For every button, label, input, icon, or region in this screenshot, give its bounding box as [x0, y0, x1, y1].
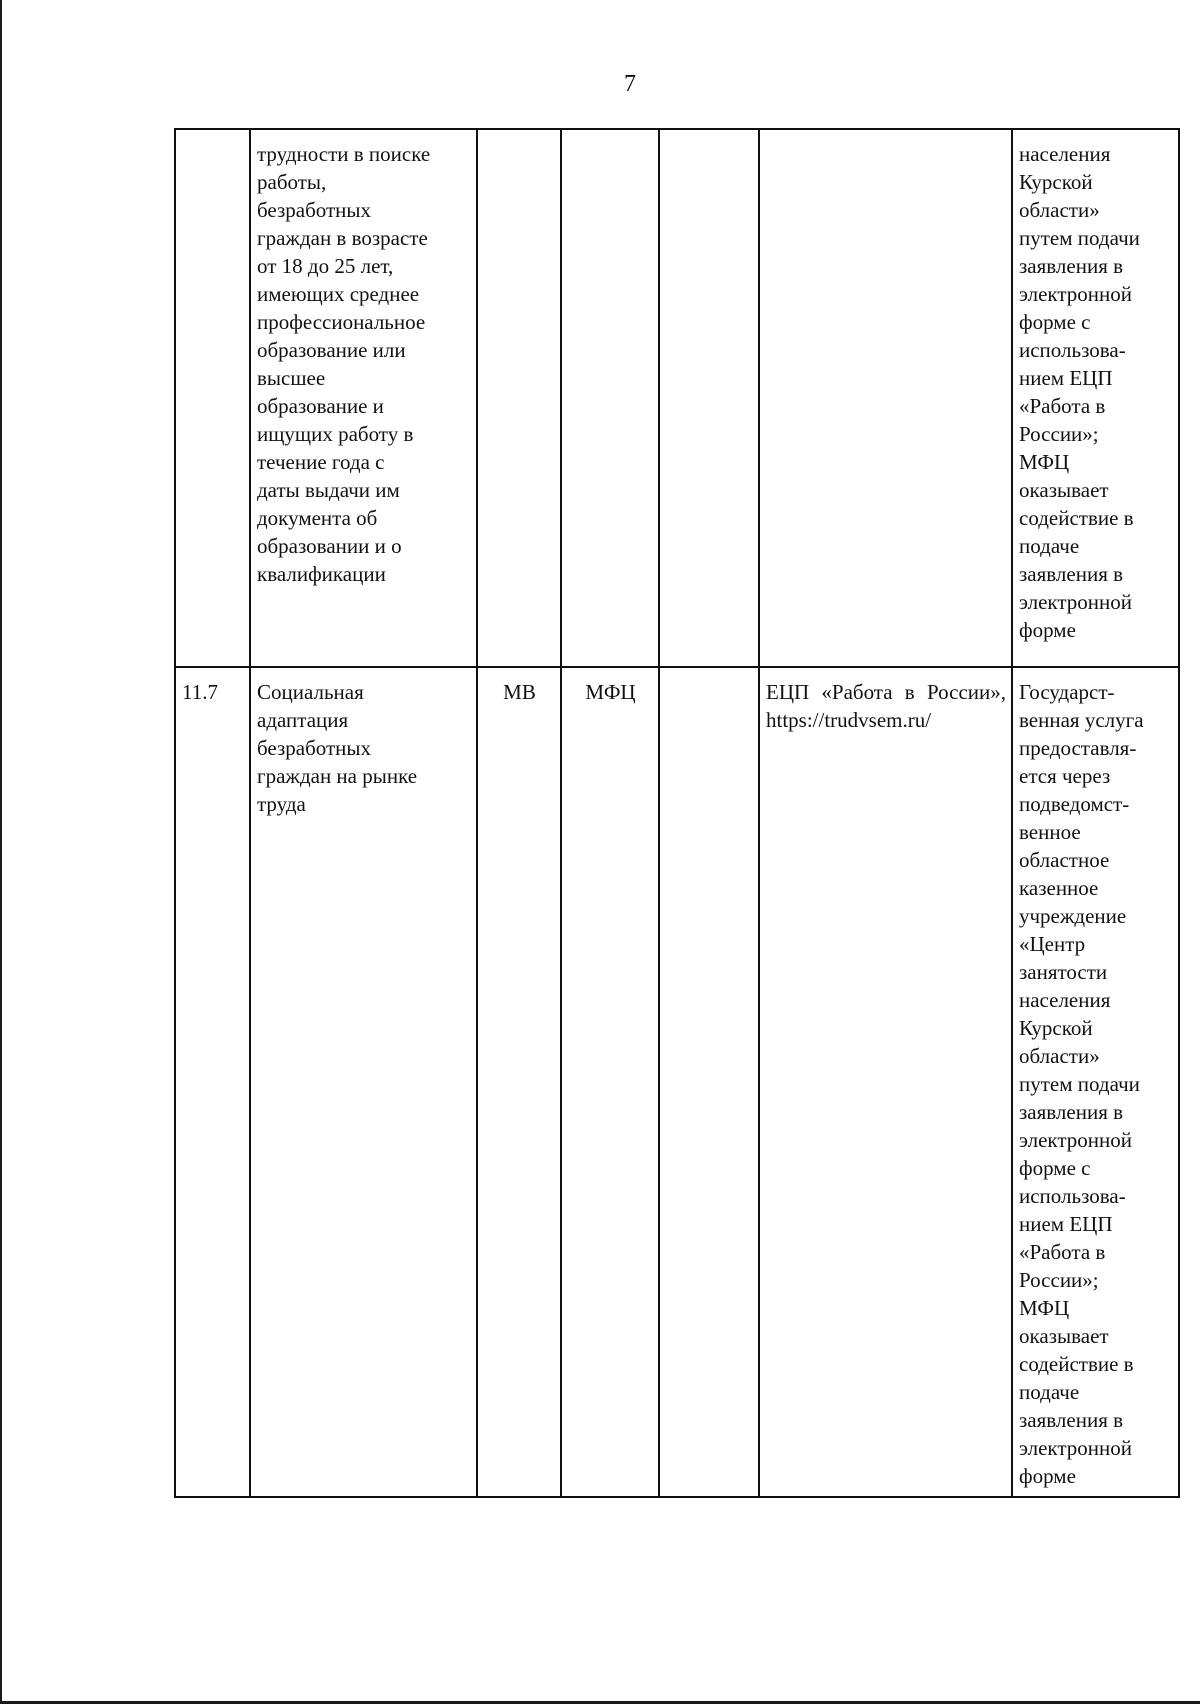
- services-table: [174, 128, 1180, 1498]
- table-row: [175, 667, 1179, 1497]
- cell-col4: [561, 129, 659, 667]
- table-row: [175, 129, 1179, 667]
- cell-col3: [477, 129, 561, 667]
- cell-service-name: трудности в поиске работы, безработных граждан в возрасте от 18 до 25 лет, имеющих среднее профессиональное образование или высшее образование и ищущих работу в течение года с даты выдачи им документа об образовании и о квалификации: [250, 129, 477, 667]
- cell-portal-link: ЕЦП «Работа в России», https://trudvsem.ru/: [759, 667, 1012, 1497]
- cell-col6: [759, 129, 1012, 667]
- cell-col5: [659, 129, 759, 667]
- cell-col4: МФЦ: [561, 667, 659, 1497]
- page-number: 7: [624, 71, 636, 97]
- cell-notes: населения Курской области» путем подачи заявления в электронной форме с использова- нием ЕЦП «Работа в России»; МФЦ оказывает содействие в подаче заявления в электронной форме: [1012, 129, 1179, 667]
- cell-number: [175, 129, 250, 667]
- cell-service-name: Социальная адаптация безработных граждан на рынке труда: [250, 667, 477, 1497]
- cell-number: 11.7: [175, 667, 250, 1497]
- cell-col3: МВ: [477, 667, 561, 1497]
- cell-notes: Государст- венная услуга предоставля- ется через подведомст- венное областное казенное учреждение «Центр занятости населения Курской области» путем подачи заявления в электронной форме с использова- нием ЕЦП «Работа в России»; МФЦ оказывает содействие в подаче заявления в электронной форме: [1012, 667, 1179, 1497]
- cell-col5: [659, 667, 759, 1497]
- scan-left-edge: [0, 0, 2, 1704]
